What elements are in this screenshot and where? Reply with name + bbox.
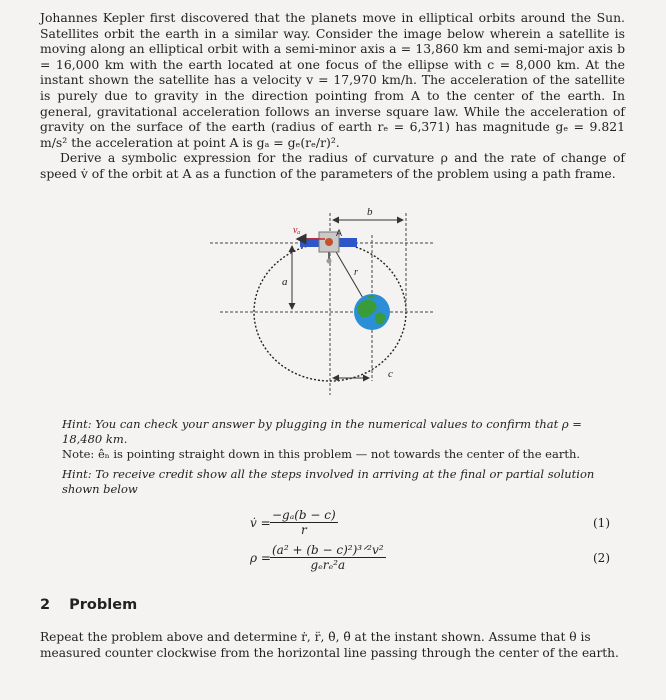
problem-statement bbox=[40, 10, 625, 182]
equation-1-denominator: r bbox=[300, 523, 307, 537]
section-heading bbox=[40, 597, 137, 613]
velocity-label: vₐ bbox=[293, 225, 301, 236]
problem-paragraph-1: Johannes Kepler first discovered that the planets move in elliptical orbits around the Sun. Satellites orbit the earth in a similar way. Consider the image below wherein a satellite is moving along an elliptical orbit with a semi-minor axis a = 13,860 km and semi-major axis b = 16,000 km with the earth located at one focus of the ellipse with c = 8,000 km. At the instant shown the satellite has a velocity v = 17,970 km/h. The acceleration of the satellite is purely due to gravity in the direction pointing from A to the center of the earth. In general, gravitational acceleration follows an inverse square law. While the acceleration of gravity on the surface of the earth (radius of earth rₑ = 6,371) has magnitude gₑ = 9.821 m/s² the acceleration at point A is gₐ = gₑ(rₑ/r)². bbox=[40, 10, 625, 150]
r-label: r bbox=[354, 267, 358, 278]
problem-2-statement: Repeat the problem above and determine ṙ, r̈, θ̇, θ̈ at the instant shown. Assume that θ is measured counter clockwise from the horizontal line passing through the center of the earth. bbox=[40, 630, 619, 660]
equation-2-denominator: gₑrₑ²a bbox=[310, 558, 346, 572]
hint-block-1 bbox=[62, 417, 622, 462]
equation-2 bbox=[200, 543, 610, 573]
hint-credit: Hint: To receive credit show all the steps involved in arriving at the final or partial solution shown below bbox=[62, 467, 595, 496]
section-title: Problem bbox=[69, 597, 138, 613]
satellite-icon bbox=[300, 232, 357, 264]
b-label: b bbox=[367, 206, 373, 218]
section-number: 2 bbox=[40, 597, 51, 613]
equation-1-numerator: −gₐ(b − c) bbox=[272, 508, 336, 522]
earth-icon bbox=[354, 294, 390, 330]
equation-2-numerator: (a² + (b − c)²)³ᐟ²v² bbox=[272, 543, 384, 557]
equation-2-number: (2) bbox=[593, 551, 610, 565]
a-label: a bbox=[282, 276, 288, 288]
equation-2-fraction bbox=[270, 543, 386, 572]
equation-2-lhs: ρ = bbox=[250, 551, 271, 565]
point-a-label: A bbox=[336, 228, 343, 238]
hint-check-answer: Hint: You can check your answer by plugging in the numerical values to confirm that ρ = 18,480 km. bbox=[62, 417, 582, 446]
equation-1-lhs: v̇ = bbox=[250, 516, 271, 530]
problem-paragraph-2: Derive a symbolic expression for the radius of curvature ρ and the rate of change of speed v̇ of the orbit at A as a function of the parameters of the problem using a path frame. bbox=[40, 150, 625, 181]
note-en-direction: Note: êₙ is pointing straight down in this problem — not towards the center of the earth. bbox=[62, 447, 580, 461]
orbit-figure bbox=[205, 195, 440, 395]
equation-1-fraction bbox=[270, 508, 338, 537]
equation-1-number: (1) bbox=[593, 516, 610, 530]
c-label: c bbox=[388, 368, 393, 380]
equation-1 bbox=[200, 508, 610, 538]
